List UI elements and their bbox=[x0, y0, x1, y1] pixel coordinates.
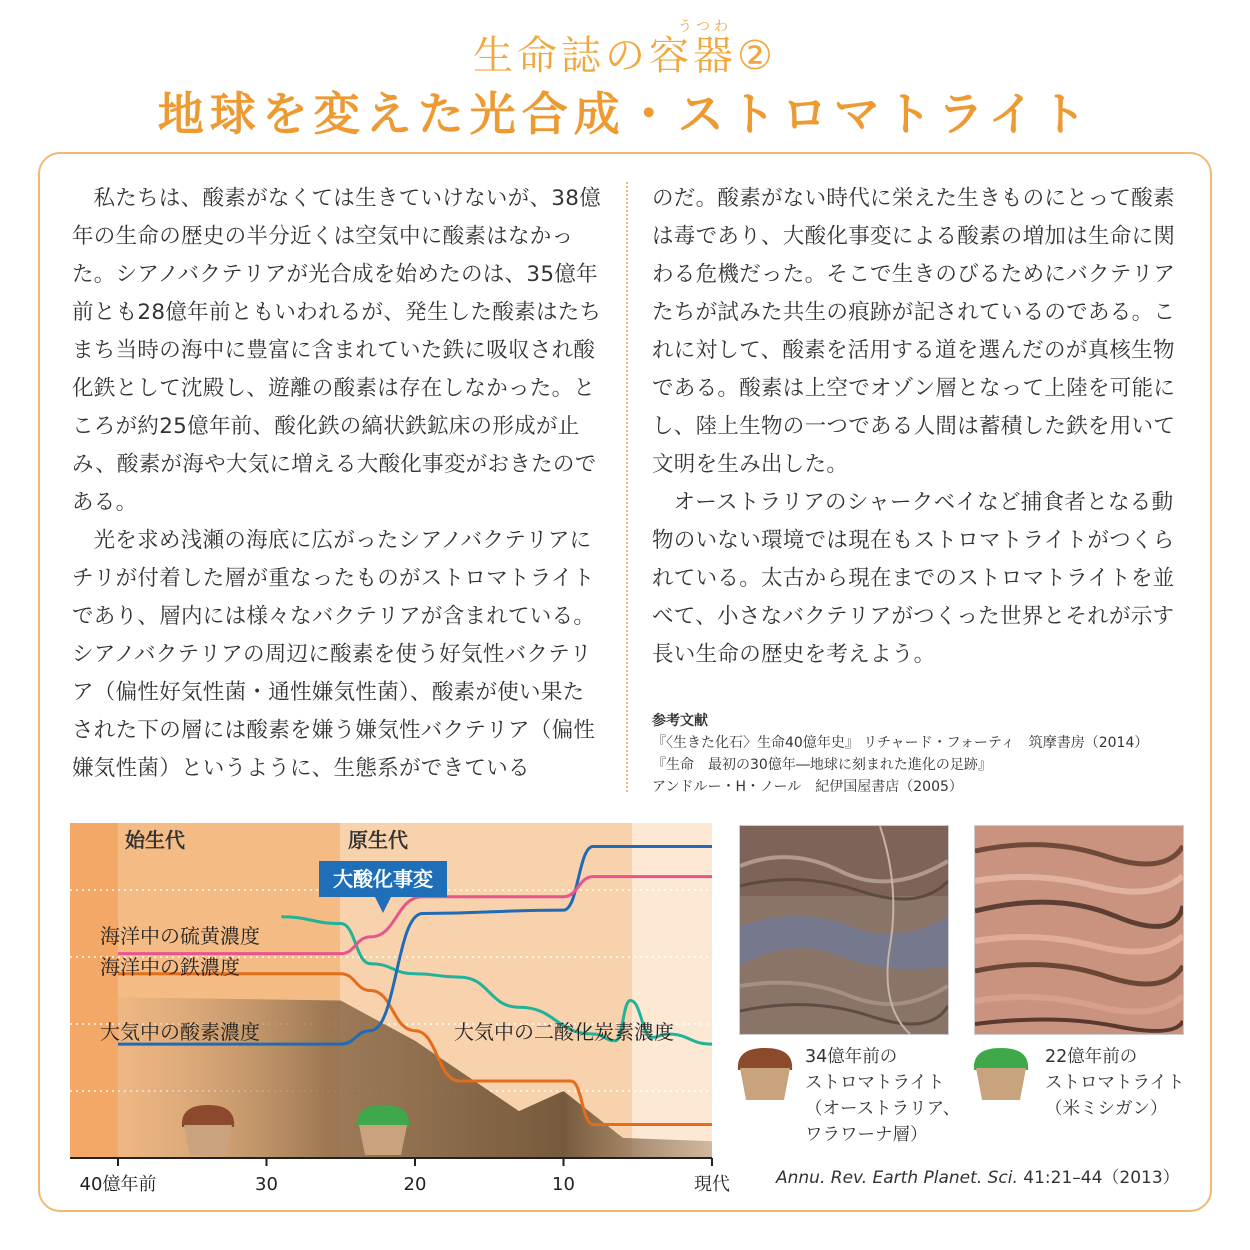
stromatolite-icon-green bbox=[357, 1105, 409, 1155]
series-label-iron: 海洋中の鉄濃度 bbox=[100, 955, 240, 979]
main-title: 地球を変えた光合成・ストロマトライト bbox=[157, 87, 1093, 141]
caption-line: 22億年前の bbox=[1045, 1047, 1138, 1067]
series-label-co2: 大気中の二酸化炭素濃度 bbox=[454, 1020, 674, 1044]
photo-caption-2 bbox=[1045, 1044, 1184, 1122]
reference-line: 『生命 最初の30億年―地球に刻まれた進化の足跡』 bbox=[652, 757, 992, 773]
stromatolite-icon-brown bbox=[182, 1105, 234, 1155]
era-band-early bbox=[70, 823, 118, 1158]
era-label-archean: 始生代 bbox=[125, 828, 185, 852]
photo-22-billion-stromatolite bbox=[974, 825, 1184, 1035]
references bbox=[652, 710, 1148, 798]
paragraph-1: 私たちは、酸素がなくては生きていけないが、38億年の生命の歴史の半分近くは空気中に酸素はなかった。シアノバクテリアが光合成を始めたのは、35億年前とも28億年前ともいわれるが、発生した酸素はたちまち当時の海中に豊富に含まれていた鉄に吸収され酸化鉄として沈殿し、遊離の酸素は存在しなかった。ところが約25億年前、酸化鉄の縞状鉄鉱床の形成が止み、酸素が海や大気に増える大酸化事変がおきたのである。 bbox=[72, 186, 602, 515]
citation-volume: 41:21–44（2013） bbox=[1023, 1168, 1180, 1188]
right-column bbox=[652, 180, 1184, 674]
x-tick-label: 10 bbox=[552, 1174, 575, 1195]
left-column bbox=[72, 180, 602, 788]
paragraph-2: 光を求め浅瀬の海底に広がったシアノバクテリアにチリが付着した層が重なったものがストロマトライトであり、層内には様々なバクテリアが含まれている。シアノバクテリアの周辺に酸素を使う好気性バクテリア（偏性好気性菌・通性嫌気性菌）、酸素が使い果たされた下の層には酸素を嫌う嫌気性バクテリア（偏性嫌気性菌）というように、生態系ができている bbox=[72, 528, 596, 781]
series-title: 生命誌の容器② bbox=[473, 33, 777, 79]
x-tick-label: 現代 bbox=[694, 1174, 730, 1195]
caption-line: ワラワーナ層） bbox=[805, 1125, 928, 1145]
era-band-recent bbox=[632, 823, 712, 1158]
earth-history-chart bbox=[70, 823, 740, 1203]
photo-caption-1 bbox=[805, 1044, 960, 1148]
ruby-text: うつわ bbox=[678, 19, 732, 35]
stromatolite-icon-brown bbox=[736, 1046, 794, 1104]
reference-line: アンドルー・H・ノール 紀伊国屋書店（2005） bbox=[652, 779, 963, 795]
x-tick-label: 30 bbox=[255, 1174, 278, 1195]
photo-34-billion-stromatolite bbox=[739, 825, 949, 1035]
caption-line: ストロマトライト bbox=[1045, 1073, 1185, 1093]
event-label: 大酸化事変 bbox=[333, 867, 433, 891]
column-divider bbox=[626, 182, 628, 792]
paragraph-4: オーストラリアのシャークベイなど捕食者となる動物のいない環境では現在もストロマトライトがつくられている。太古から現在までのストロマトライトを並べて、小さなバクテリアがつくった世界とそれが示す長い生命の歴史を考えよう。 bbox=[652, 490, 1175, 667]
series-label-sulfur: 海洋中の硫黄濃度 bbox=[100, 924, 260, 948]
citation bbox=[776, 1163, 1180, 1188]
caption-line: ストロマトライト bbox=[805, 1073, 945, 1093]
citation-journal: Annu. Rev. Earth Planet. Sci. bbox=[776, 1168, 1018, 1188]
stromatolite-icon-green bbox=[972, 1046, 1030, 1104]
series-label-oxygen: 大気中の酸素濃度 bbox=[100, 1020, 260, 1044]
x-tick-label: 40億年前 bbox=[79, 1174, 157, 1195]
caption-line: 34億年前の bbox=[805, 1047, 898, 1067]
reference-line: 『〈生きた化石〉生命40億年史』 リチャード・フォーティ 筑摩書房（2014） bbox=[652, 735, 1149, 751]
era-label-proterozoic: 原生代 bbox=[348, 828, 408, 852]
caption-line: （米ミシガン） bbox=[1045, 1099, 1168, 1119]
references-heading: 参考文献 bbox=[652, 713, 708, 729]
x-tick-label: 20 bbox=[403, 1174, 427, 1195]
paragraph-3: のだ。酸素がない時代に栄えた生きものにとって酸素は毒であり、大酸化事変による酸素の増加は生命に関わる危機だった。そこで生きのびるためにバクテリアたちが試みた共生の痕跡が記されているのである。これに対して、酸素を活用する道を選んだのが真核生物である。酸素は上空でオゾン層となって上陸を可能にし、陸上生物の一つである人間は蓄積した鉄を用いて文明を生み出した。 bbox=[652, 186, 1176, 477]
caption-line: （オーストラリア、 bbox=[805, 1099, 961, 1119]
